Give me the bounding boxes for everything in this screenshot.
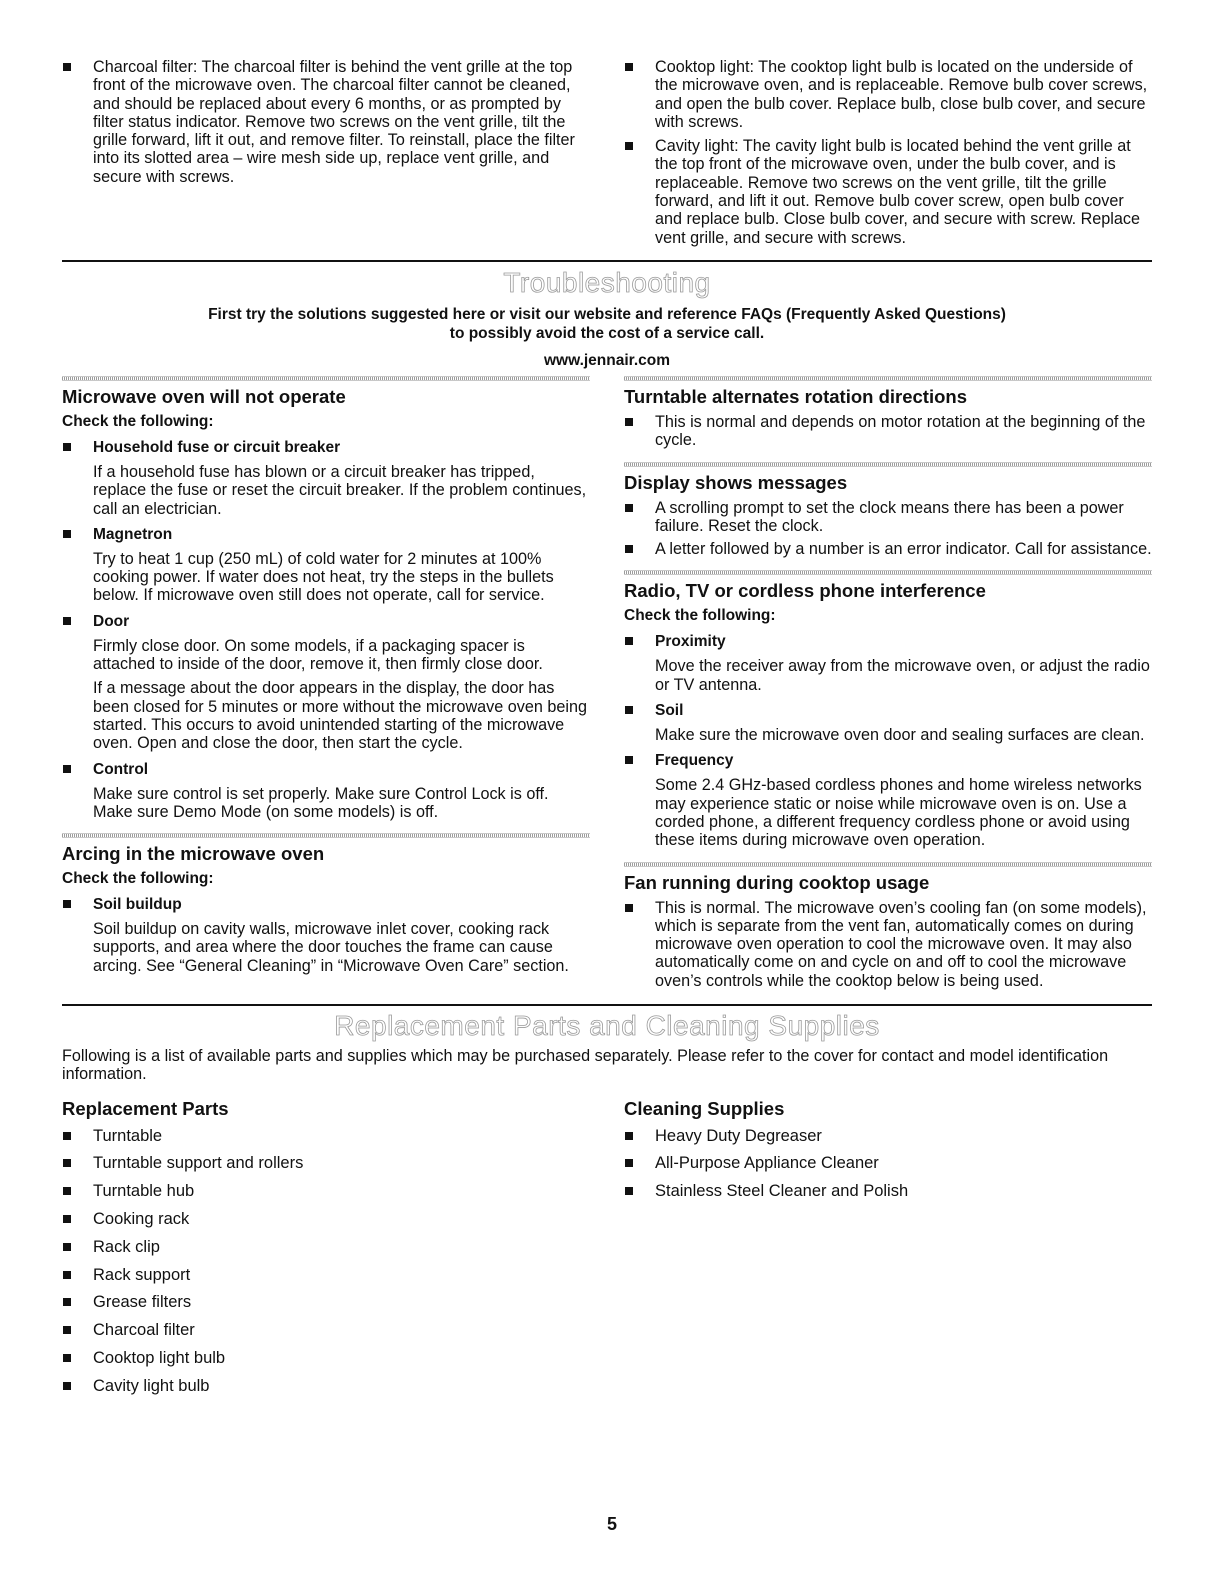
section-hatch-rule: [624, 376, 1152, 381]
turntable-item: This is normal and depends on motor rotation at the beginning of the cycle.: [624, 413, 1152, 450]
troubleshooting-title: Troubleshooting: [503, 266, 711, 298]
divider-rule: [62, 1004, 1152, 1006]
list-item: Cooking rack: [62, 1210, 590, 1228]
replacement-parts-heading: Replacement Parts: [62, 1097, 229, 1119]
parts-intro: Following is a list of available parts and supplies which may be purchased separately. Please refer to the cover for contact and model identification information.: [62, 1047, 1109, 1084]
cleaning-supplies-list: [624, 1127, 1152, 1201]
magnetron-title: Magnetron: [62, 525, 590, 544]
list-item: Cooktop light bulb: [62, 1349, 590, 1367]
soil-title: Soil: [624, 701, 1152, 720]
section-hatch-rule: [624, 462, 1152, 467]
door-title: Door: [62, 612, 590, 631]
page: [62, 58, 1152, 1405]
troubleshooting-right-column: [624, 376, 1152, 990]
display-heading: Display shows messages: [624, 471, 848, 493]
control-text: Make sure control is set properly. Make sure Control Lock is off. Make sure Demo Mode (on some models) is off.: [93, 784, 549, 821]
frequency-title: Frequency: [624, 751, 1152, 770]
list-item: Rack clip: [62, 1238, 590, 1256]
display-item-1: A scrolling prompt to set the clock means there has been a power failure. Reset the clock.: [624, 499, 1152, 536]
control-title: Control: [62, 760, 590, 779]
cleaning-supplies-column: [624, 1098, 1152, 1405]
troubleshooting-columns: [62, 376, 1152, 990]
radio-heading: Radio, TV or cordless phone interference: [624, 580, 986, 602]
soil-text: Make sure the microwave oven door and sealing surfaces are clean.: [655, 726, 1145, 745]
website-link[interactable]: www.jennair.com: [543, 351, 671, 369]
soil-buildup-text: Soil buildup on cavity walls, microwave inlet cover, cooking rack supports, and area where the door touches the frame can cause arcing. See “General Cleaning” in “Microwave Oven Care” section.: [93, 920, 569, 975]
check-following-label: Check the following:: [62, 870, 214, 888]
fan-heading: Fan running during cooktop usage: [624, 871, 930, 893]
list-item: Stainless Steel Cleaner and Polish: [624, 1182, 1152, 1200]
list-item: Turntable hub: [62, 1182, 590, 1200]
arcing-heading: Arcing in the microwave oven: [62, 843, 325, 865]
list-item: Rack support: [62, 1266, 590, 1284]
troubleshooting-intro-line1: First try the solutions suggested here or visit our website and reference FAQs (Frequently Asked Questions): [208, 305, 1006, 323]
parts-columns: [62, 1098, 1152, 1405]
not-operate-heading: Microwave oven will not operate: [62, 385, 346, 407]
troubleshooting-intro-line2: to possibly avoid the cost of a service call.: [449, 324, 765, 342]
magnetron-text: Try to heat 1 cup (250 mL) of cold water for 2 minutes at 100% cooking power. If water does not heat, try the steps in the bullets below. If microwave oven still does not operate, call for service.: [93, 549, 554, 605]
proximity-title: Proximity: [624, 632, 1152, 651]
list-item: Turntable: [62, 1127, 590, 1145]
troubleshooting-left-column: [62, 376, 590, 990]
list-item: Cavity light bulb: [62, 1377, 590, 1395]
list-item: Grease filters: [62, 1293, 590, 1311]
replacement-parts-column: [62, 1098, 590, 1405]
charcoal-filter-item: Charcoal filter: The charcoal filter is behind the vent grille at the top front of the microwave oven. The charcoal filter cannot be cleaned, and should be replaced about every 6 months, or as prompted by filter status indicator. Remove two screws on the vent grille, tilt the grille forward, lift it out, and remove filter. To reinstall, place the filter into its slotted area – wire mesh side up, replace vent grille, and secure with screws.: [62, 58, 590, 186]
display-item-2: A letter followed by a number is an error indicator. Call for assistance.: [624, 540, 1152, 558]
cleaning-supplies-heading: Cleaning Supplies: [624, 1097, 785, 1119]
proximity-text: Move the receiver away from the microwave oven, or adjust the radio or TV antenna.: [655, 657, 1150, 694]
frequency-text: Some 2.4 GHz-based cordless phones and home wireless networks may experience static or noise while microwave oven is on. Use a corded phone, a different frequency cordless phone or avoid using these items during microwave oven operation.: [655, 776, 1142, 850]
cooktop-light-item: Cooktop light: The cooktop light bulb is located on the underside of the microwave oven, and is replaceable. Remove bulb cover screws, and open the bulb cover. Replace bulb, close bulb cover, and secure with screws.: [624, 58, 1152, 131]
top-right-column: [624, 58, 1152, 247]
replacement-parts-list: [62, 1127, 590, 1395]
cavity-light-item: Cavity light: The cavity light bulb is located behind the vent grille at the top front of the microwave oven, under the bulb cover, and is replaceable. Remove two screws on the vent grille, tilt the grille forward, and lift it out. Remove bulb cover screw, open bulb cover and replace bulb. Close bulb cover, and secure with screw. Replace vent grille, and secure with screws.: [624, 137, 1152, 247]
section-hatch-rule: [624, 862, 1152, 867]
section-hatch-rule: [62, 376, 590, 381]
parts-title: Replacement Parts and Cleaning Supplies: [334, 1010, 880, 1042]
top-section: [62, 58, 1152, 247]
check-following-label: Check the following:: [62, 412, 214, 430]
list-item: Heavy Duty Degreaser: [624, 1127, 1152, 1145]
turntable-heading: Turntable alternates rotation directions: [624, 385, 967, 407]
fuse-text: If a household fuse has blown or a circuit breaker has tripped, replace the fuse or reset the circuit breaker. If the problem continues, call an electrician.: [93, 462, 587, 518]
fuse-title: Household fuse or circuit breaker: [62, 438, 590, 457]
divider-rule: [62, 260, 1152, 262]
door-text-1: Firmly close door. On some models, if a packaging spacer is attached to inside of the door, remove it, then firmly close door.: [93, 636, 543, 674]
soil-buildup-title: Soil buildup: [62, 895, 590, 914]
top-left-column: [62, 58, 590, 247]
section-hatch-rule: [624, 570, 1152, 575]
section-hatch-rule: [62, 833, 590, 838]
list-item: Turntable support and rollers: [62, 1154, 590, 1172]
page-number: 5: [606, 1514, 617, 1534]
list-item: Charcoal filter: [62, 1321, 590, 1339]
list-item: All-Purpose Appliance Cleaner: [624, 1154, 1152, 1172]
door-text-2: If a message about the door appears in the display, the door has been closed for 5 minutes or more without the microwave oven being started. This occurs to avoid unintended starting of the microwave oven. Open and close the door, then start the cycle.: [93, 679, 587, 753]
check-following-label: Check the following:: [624, 607, 776, 625]
fan-item: This is normal. The microwave oven’s cooling fan (on some models), which is separate from the vent fan, automatically comes on during microwave oven operation to cool the microwave oven. It may also automatically come on and cycle on and off to cool the microwave oven’s controls while the cooktop below is being used.: [624, 899, 1152, 990]
